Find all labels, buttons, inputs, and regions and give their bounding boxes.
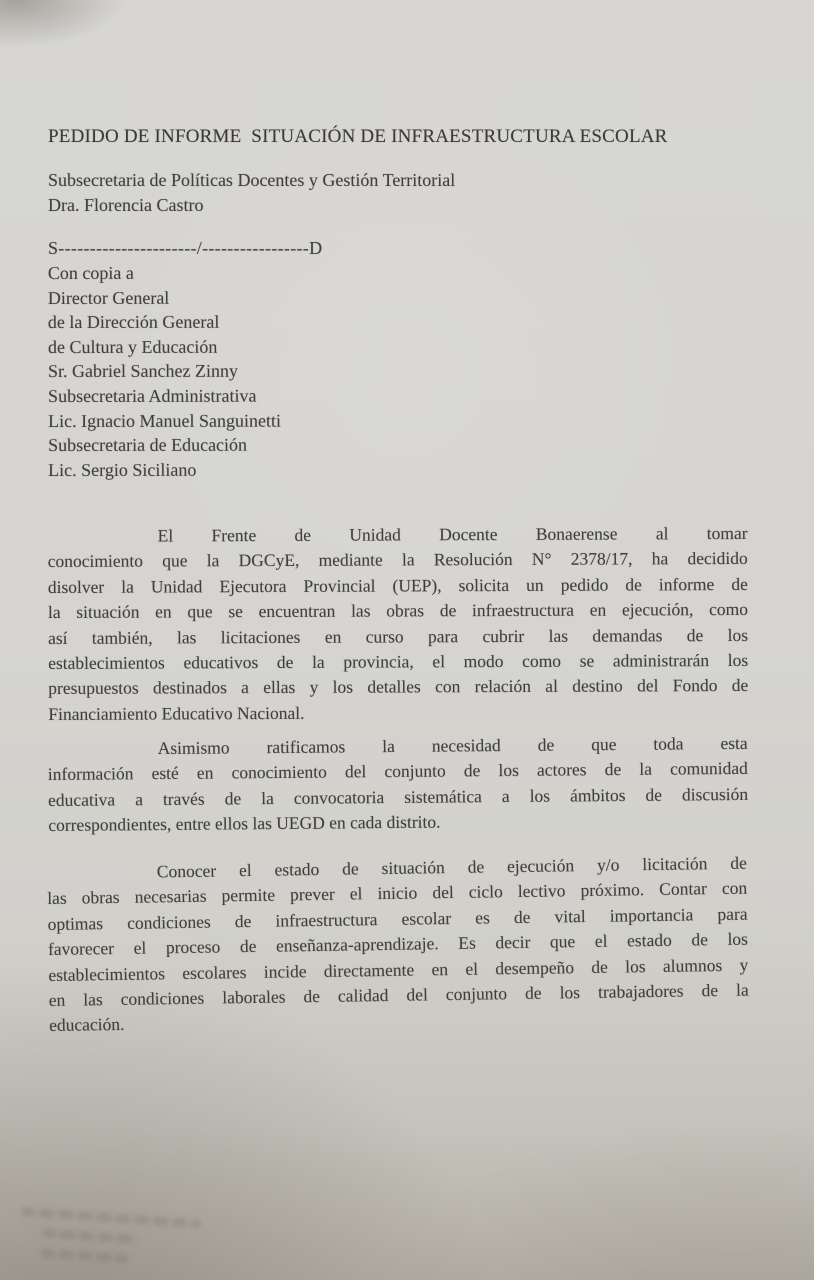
show-through-imprint: [17, 1203, 231, 1280]
show-through-mark: [42, 1228, 138, 1244]
paragraph-line: correspondientes, entre ellos las UEGD en cada distrito.: [48, 811, 441, 836]
recipient-block: [48, 168, 748, 218]
recipient-line: Dra. Florencia Castro: [48, 195, 204, 215]
cc-line: Sr. Gabriel Sanchez Zinny: [47, 360, 238, 381]
paragraph-line: las obras necesarias permite prever el inicio del ciclo lectivo próximo. Contar con: [47, 877, 748, 909]
paragraph-line: Asimismo ratificamos la necesidad de que toda esta: [157, 733, 748, 759]
show-through-mark: [40, 1248, 128, 1263]
cc-line: Director General: [47, 286, 170, 308]
paragraph-line: establecimientos educativos de la provincia, el modo como se administrarán los: [48, 649, 749, 673]
cc-line: Con copia a: [47, 262, 134, 283]
paragraph-line: Conocer el estado de situación de ejecución y/o licitación de: [156, 852, 747, 882]
paragraph-line: educación.: [48, 1014, 125, 1036]
body-paragraph: [48, 521, 749, 727]
paragraph-line: conocimiento que la DGCyE, mediante la Resolución N° 2378/17, ha decidido: [47, 548, 748, 572]
paragraph-line: Financiamiento Educativo Nacional.: [48, 702, 305, 724]
paragraph-line: disolver la Unidad Ejecutora Provincial (UEP), solicita un pedido de informe de: [47, 573, 748, 597]
cc-block: [48, 259, 748, 482]
cc-line: Subsecretaria de Educación: [48, 434, 248, 455]
paragraph-line: educativa a través de la convocatoria sistemática a los ámbitos de discusión: [48, 783, 749, 810]
paragraph-line: El Frente de Unidad Docente Bonaerense al tomar: [157, 522, 748, 546]
cc-line: Lic. Ignacio Manuel Sanguinetti: [48, 409, 282, 431]
paragraph-line: optimas condiciones de infraestructura escolar es de vital importancia para: [47, 903, 748, 934]
paragraph-line: así también, las licitaciones en curso para cubrir las demandas de los: [48, 624, 749, 648]
cc-line: de la Dirección General: [47, 311, 220, 332]
cc-line: de Cultura y Educación: [47, 336, 218, 357]
document-title: PEDIDO DE INFORME SITUACIÓN DE INFRAESTRUCTURA ESCOLAR: [48, 126, 668, 147]
recipient-line: Subsecretaria de Políticas Docentes y Gestión Territorial: [48, 170, 456, 190]
paragraph-line: favorecer el proceso de enseñanza-aprendizaje. Es decir que el estado de los: [47, 928, 749, 960]
paragraph-line: la situación en que se encuentran las obras de infraestructura en ejecución, como: [47, 599, 748, 623]
paragraph-line: en las condiciones laborales de calidad del conjunto de los trabajadores de la: [48, 979, 749, 1010]
body-paragraph: [48, 731, 749, 839]
letter-body: [48, 524, 748, 1039]
paragraph-line: información esté en conocimiento del conjunto de los actores de la comunidad: [47, 758, 748, 785]
cc-line: Lic. Sergio Siciliano: [48, 459, 197, 480]
paragraph-line: presupuestos destinados a ellas y los detalles con relación al destino del Fondo de: [48, 675, 749, 699]
body-paragraph: [47, 850, 750, 1038]
cc-line: Subsecretaria Administrativa: [48, 385, 257, 406]
paragraph-line: establecimientos escolares incide directamente en el desempeño de los alumnos y: [48, 954, 749, 985]
salutation-line: S----------------------/-----------------D: [48, 238, 323, 258]
